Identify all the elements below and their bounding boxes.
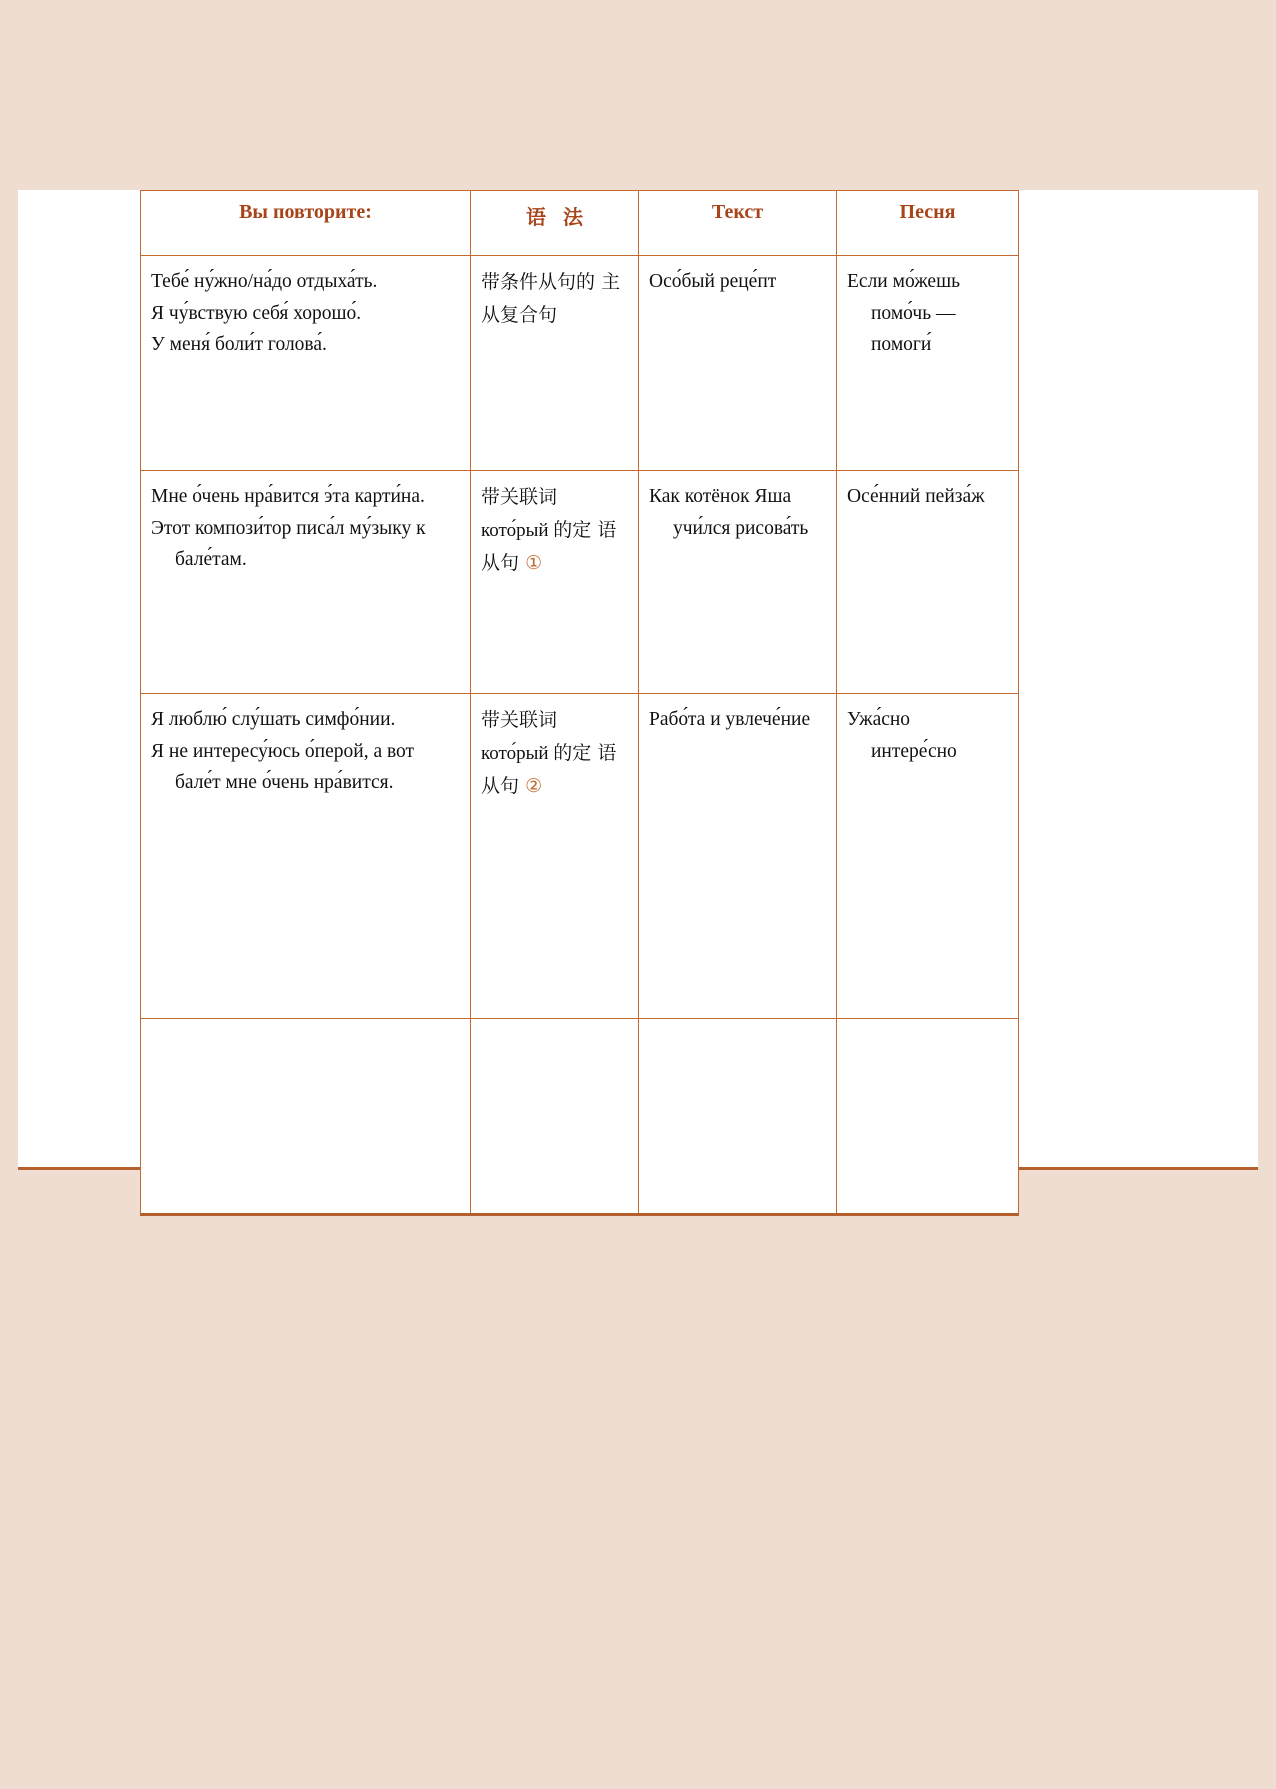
cell-text xyxy=(639,256,837,471)
table-header-row xyxy=(141,191,1019,256)
column-header-grammar: 语 法 xyxy=(471,191,639,256)
grammar-line: 语从句 xyxy=(481,741,617,798)
repeat-line: У меня́ боли́т голова́. xyxy=(151,334,327,356)
grammar-topic xyxy=(481,704,628,803)
table-row-empty xyxy=(141,1019,1019,1215)
cell-grammar xyxy=(471,471,639,694)
repeat-line: Я люблю́ слу́шать симфо́нии. xyxy=(151,709,396,730)
text-title xyxy=(649,481,826,544)
grammar-line: 带条件从句的 xyxy=(481,271,596,293)
grammar-line: 语从句 xyxy=(481,518,617,575)
grammar-line: 主从复合句 xyxy=(481,271,621,326)
song-title xyxy=(847,704,1008,767)
repeat-line: Я чу́вствую себя́ хорошо́. xyxy=(151,302,362,324)
cell-song xyxy=(837,1019,1019,1215)
cell-text xyxy=(639,1019,837,1215)
table-body xyxy=(141,256,1019,1215)
text-line: Как котёнок Яша xyxy=(649,486,792,507)
table-row xyxy=(141,694,1019,1019)
repeat-line: бале́т мне о́чень нра́вится. xyxy=(175,772,394,794)
cell-text xyxy=(639,471,837,694)
cell-repeat xyxy=(141,256,471,471)
text-title xyxy=(649,704,826,736)
text-line: Осо́бый реце́пт xyxy=(649,271,777,292)
repeat-line: Этот компози́тор писа́л му́зыку к xyxy=(151,517,426,539)
table-header xyxy=(141,191,1019,256)
cell-repeat xyxy=(141,1019,471,1215)
song-title xyxy=(847,481,1008,513)
grammar-line: кото́рый 的定 xyxy=(481,519,592,541)
grammar-topic xyxy=(481,266,628,331)
grammar-line: 带关联词 xyxy=(481,486,558,508)
text-line: Рабо́та и увлече́ние xyxy=(649,709,811,730)
repeat-sentences xyxy=(151,266,460,361)
cell-repeat xyxy=(141,471,471,694)
cell-grammar xyxy=(471,256,639,471)
cell-repeat xyxy=(141,694,471,1019)
song-title xyxy=(847,266,1008,361)
grammar-line: 带关联词 xyxy=(481,709,558,731)
cell-text xyxy=(639,694,837,1019)
song-line: помоги́ xyxy=(871,334,932,356)
text-line: учи́лся рисова́ть xyxy=(673,517,809,539)
table-row xyxy=(141,256,1019,471)
column-header-text: Текст xyxy=(639,191,837,256)
song-line: Ужа́сно xyxy=(847,709,911,730)
column-header-repeat: Вы повторите: xyxy=(141,191,471,256)
cell-song xyxy=(837,694,1019,1019)
table-row xyxy=(141,471,1019,694)
cell-grammar xyxy=(471,1019,639,1215)
song-line: Осе́нний пейза́ж xyxy=(847,486,985,507)
repeat-sentences xyxy=(151,481,460,576)
repeat-line: Тебе́ ну́жно/на́до отдыха́ть. xyxy=(151,271,378,292)
cell-song xyxy=(837,471,1019,694)
repeat-line: Мне о́чень нра́вится э́та карти́на. xyxy=(151,486,425,507)
song-line: интере́сно xyxy=(871,740,957,762)
text-title xyxy=(649,266,826,298)
left-gutter-column xyxy=(18,193,140,1167)
grammar-topic xyxy=(481,481,628,580)
column-header-song: Песня xyxy=(837,191,1019,256)
grammar-marker-icon: ① xyxy=(525,552,543,575)
cell-song xyxy=(837,256,1019,471)
grammar-line: кото́рый 的定 xyxy=(481,742,592,764)
lesson-plan-table xyxy=(140,190,1019,1216)
repeat-sentences xyxy=(151,704,460,799)
song-line: помо́чь — xyxy=(871,302,956,324)
song-line: Если мо́жешь xyxy=(847,271,960,292)
repeat-line: бале́там. xyxy=(175,549,247,571)
repeat-line: Я не интересу́юсь о́перой, а вот xyxy=(151,740,415,762)
grammar-marker-icon: ② xyxy=(525,775,543,798)
cell-grammar xyxy=(471,694,639,1019)
